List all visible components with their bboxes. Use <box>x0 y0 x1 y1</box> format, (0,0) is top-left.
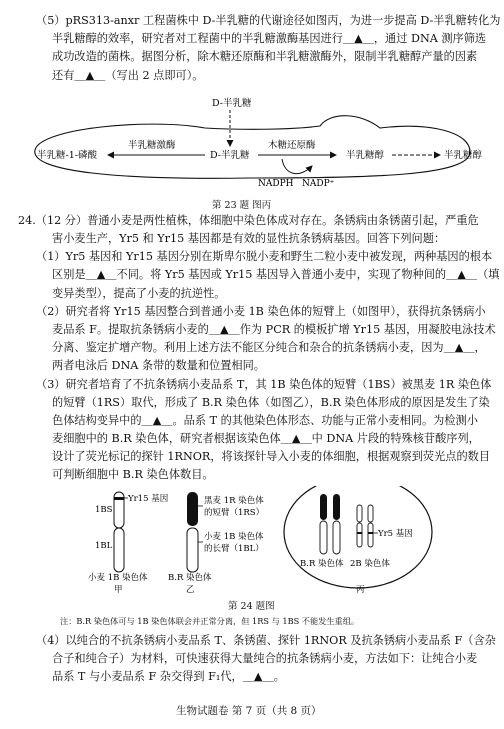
br-chrom-1-short <box>320 494 327 520</box>
xylose-reductase-label: 木糖还原酶 <box>268 140 316 151</box>
q24-p1-line1: （1）Yr5 基因和 Yr15 基因分别在斯卑尔脱小麦和野生二粒小麦中被发现，两种基因的根本 <box>36 250 493 263</box>
br-chrom-2-long <box>333 521 340 554</box>
page-footer: 生物试题卷 第 7 页（共 8 页） <box>176 705 322 717</box>
br-chromosome-pair <box>320 494 340 554</box>
chrom-2b-1-long <box>357 523 362 547</box>
bing-label: 丙 <box>356 585 365 595</box>
q24-p3-line6: 可判断细胞中 B.R 染色体数目。 <box>52 468 214 481</box>
chromosome-1b-long-arm <box>114 528 124 572</box>
q24-p3-line3: 色体结构变异中的＿▲＿。品系 T 的其他染色体形态、功能与正常小麦相同。为检测小 <box>52 414 478 427</box>
galactitol-out-label: 半乳糖醇 <box>444 150 483 161</box>
br-long-arm-1bl <box>187 528 198 572</box>
q23-part5-line1: （5）pRS313-anxr 工程菌株中 D-半乳糖的代谢途径如图丙，为进一步提高 D-半乳糖转化为 <box>36 14 501 27</box>
figure-23-caption: 第 23 题 图丙 <box>212 200 272 211</box>
q24-line2: 害小麦生产，Yr5 和 Yr15 基因都是有效的显性抗条锈病基因。回答下列问题： <box>52 232 446 245</box>
jia-label-1: 小麦 1B 染色体 <box>88 573 148 583</box>
q24-p4-line2: 合子和纯合子）为材料，可快速获得大量纯合的抗条锈病小麦，方法如下：让纯合小麦 <box>52 652 478 665</box>
d-galactose-mid-label: D-半乳糖 <box>210 150 250 161</box>
nadph-label: NADPH <box>258 179 294 189</box>
bl-label: 1BL <box>95 541 113 551</box>
chrom-2b-label: 2B 染色体 <box>350 559 390 569</box>
cofactor-arc <box>282 159 312 174</box>
yr15-band <box>114 497 124 500</box>
q24-p3-line5: 设计了荧光标记的探针 1RNOR，将该探针导入小麦的体细胞，根据观察到荧光点的数目 <box>52 450 491 463</box>
chrom-2b-1-short <box>357 505 362 522</box>
cell-outline <box>35 116 470 179</box>
q23-part5-line3: 成功改造的菌株。据图分析，除木糖还原酶和半乳糖激酶外，限制半乳糖醇产量的因素 <box>52 50 478 63</box>
figure-24-chromosomes <box>0 486 504 596</box>
yr5-gene-label: Yr5 基因 <box>378 529 413 539</box>
nadp-label: NADP⁺ <box>302 179 335 189</box>
jia-label-2: 甲 <box>114 585 123 595</box>
rye-short-arm-label-1: 黑麦 1R 染色体 <box>204 496 264 506</box>
q24-p4-line1: （4）以纯合的不抗条锈病小麦品系 T、条锈菌、探针 1RNOR 及抗条锈病小麦品系 F（含杂 <box>36 634 496 647</box>
br-chrom-2-short <box>333 494 340 520</box>
q24-p3-line2: 的短臂（1RS）取代，形成了 B.R 染色体（如图乙），B.R 染色体形成的原因是发生了染 <box>52 396 490 409</box>
yi-label-1: B.R 染色体 <box>168 573 212 583</box>
q24-line1: 24.（12 分）普通小麦是两性植株，体细胞中染色体成对存在。条锈病由条锈菌引起，严重危 <box>18 214 479 227</box>
chrom-2b-2-long <box>368 523 373 547</box>
q24-p1-line3: 变异类型），提高了小麦的抗逆性。 <box>52 287 226 300</box>
rye-short-arm-label-2: 的短臂（1RS） <box>204 508 265 518</box>
q24-p2-line3: 分离、鉴定扩增产物。利用上述方法不能区分纯合和杂合的抗条锈病小麦，因为＿▲＿， <box>52 341 486 354</box>
chrom-2b-2-short <box>368 505 373 522</box>
galactose-1p-label: 半乳糖-1-磷酸 <box>37 150 97 161</box>
yr15-gene-label: Yr15 基因 <box>128 494 169 504</box>
q24-p3-line1: （3）研究者培育了不抗条锈病小麦品系 T，其 1B 染色体的短臂（1BS）被黑麦 1R 染色体 <box>36 378 492 391</box>
galactokinase-label: 半乳糖激酶 <box>128 140 176 151</box>
figure-24-caption: 第 24 题图 <box>228 601 275 612</box>
figure-24-note: 注：B.R 染色体可与 1B 染色体联会并正常分离，但 1RS 与 1BS 不能发生重组。 <box>60 616 360 626</box>
br-chrom-label: B.R 染色体 <box>300 559 344 569</box>
figure-23-pathway <box>0 88 504 198</box>
chromosome-1b-jia <box>114 492 124 572</box>
yr5-band-2 <box>368 532 373 534</box>
q23-part5-line2: 半乳糖醇的效率，研究者对工程菌中的半乳糖激酶基因进行＿▲＿，通过 DNA 测序筛选 <box>52 32 487 45</box>
yr5-band-1 <box>357 532 362 534</box>
yi-label-2: 乙 <box>186 585 195 595</box>
q24-p2-line1: （2）研究者将 Yr15 基因整合到普通小麦 1B 染色体的短臂上（如图甲），获得抗条锈病小 <box>36 305 486 318</box>
chromosome-2b-pair <box>357 505 373 547</box>
q24-p2-line4: 两者电泳后 DNA 条带的数量和位置相同。 <box>52 359 265 372</box>
wheat-long-arm-label-1: 小麦 1B 染色体 <box>204 532 264 542</box>
q24-p3-line4: 麦细胞中的 B.R 染色体，研究者根据该染色体＿▲＿中 DNA 片段的特殊核苷酸序列， <box>52 432 480 445</box>
galactitol-label: 半乳糖醇 <box>346 150 385 161</box>
q24-p2-line2: 麦品系 F。提取抗条锈病小麦的＿▲＿作为 PCR 的模板扩增 Yr15 基因，用凝胶电泳技术 <box>52 323 496 336</box>
chromosome-br-yi <box>187 492 198 572</box>
bs-label: 1BS <box>95 505 113 515</box>
q24-p1-line2: 区别是＿▲＿不同。将 Yr5 基因或 Yr15 基因导入普通小麦中，实现了物种间的＿▲＿（填 <box>52 268 500 281</box>
q23-part5-line4: 还有＿▲＿（写出 2 点即可）。 <box>52 69 204 82</box>
q24-p4-line3: 品系 T 与小麦品系 F 杂交得到 F₁代，＿▲＿。 <box>52 670 285 683</box>
br-short-arm-1rs <box>187 492 198 526</box>
d-galactose-top-label: D-半乳糖 <box>212 98 252 109</box>
br-chrom-1-long <box>320 521 327 554</box>
wheat-long-arm-label-2: 的长臂（1BL） <box>204 544 264 554</box>
